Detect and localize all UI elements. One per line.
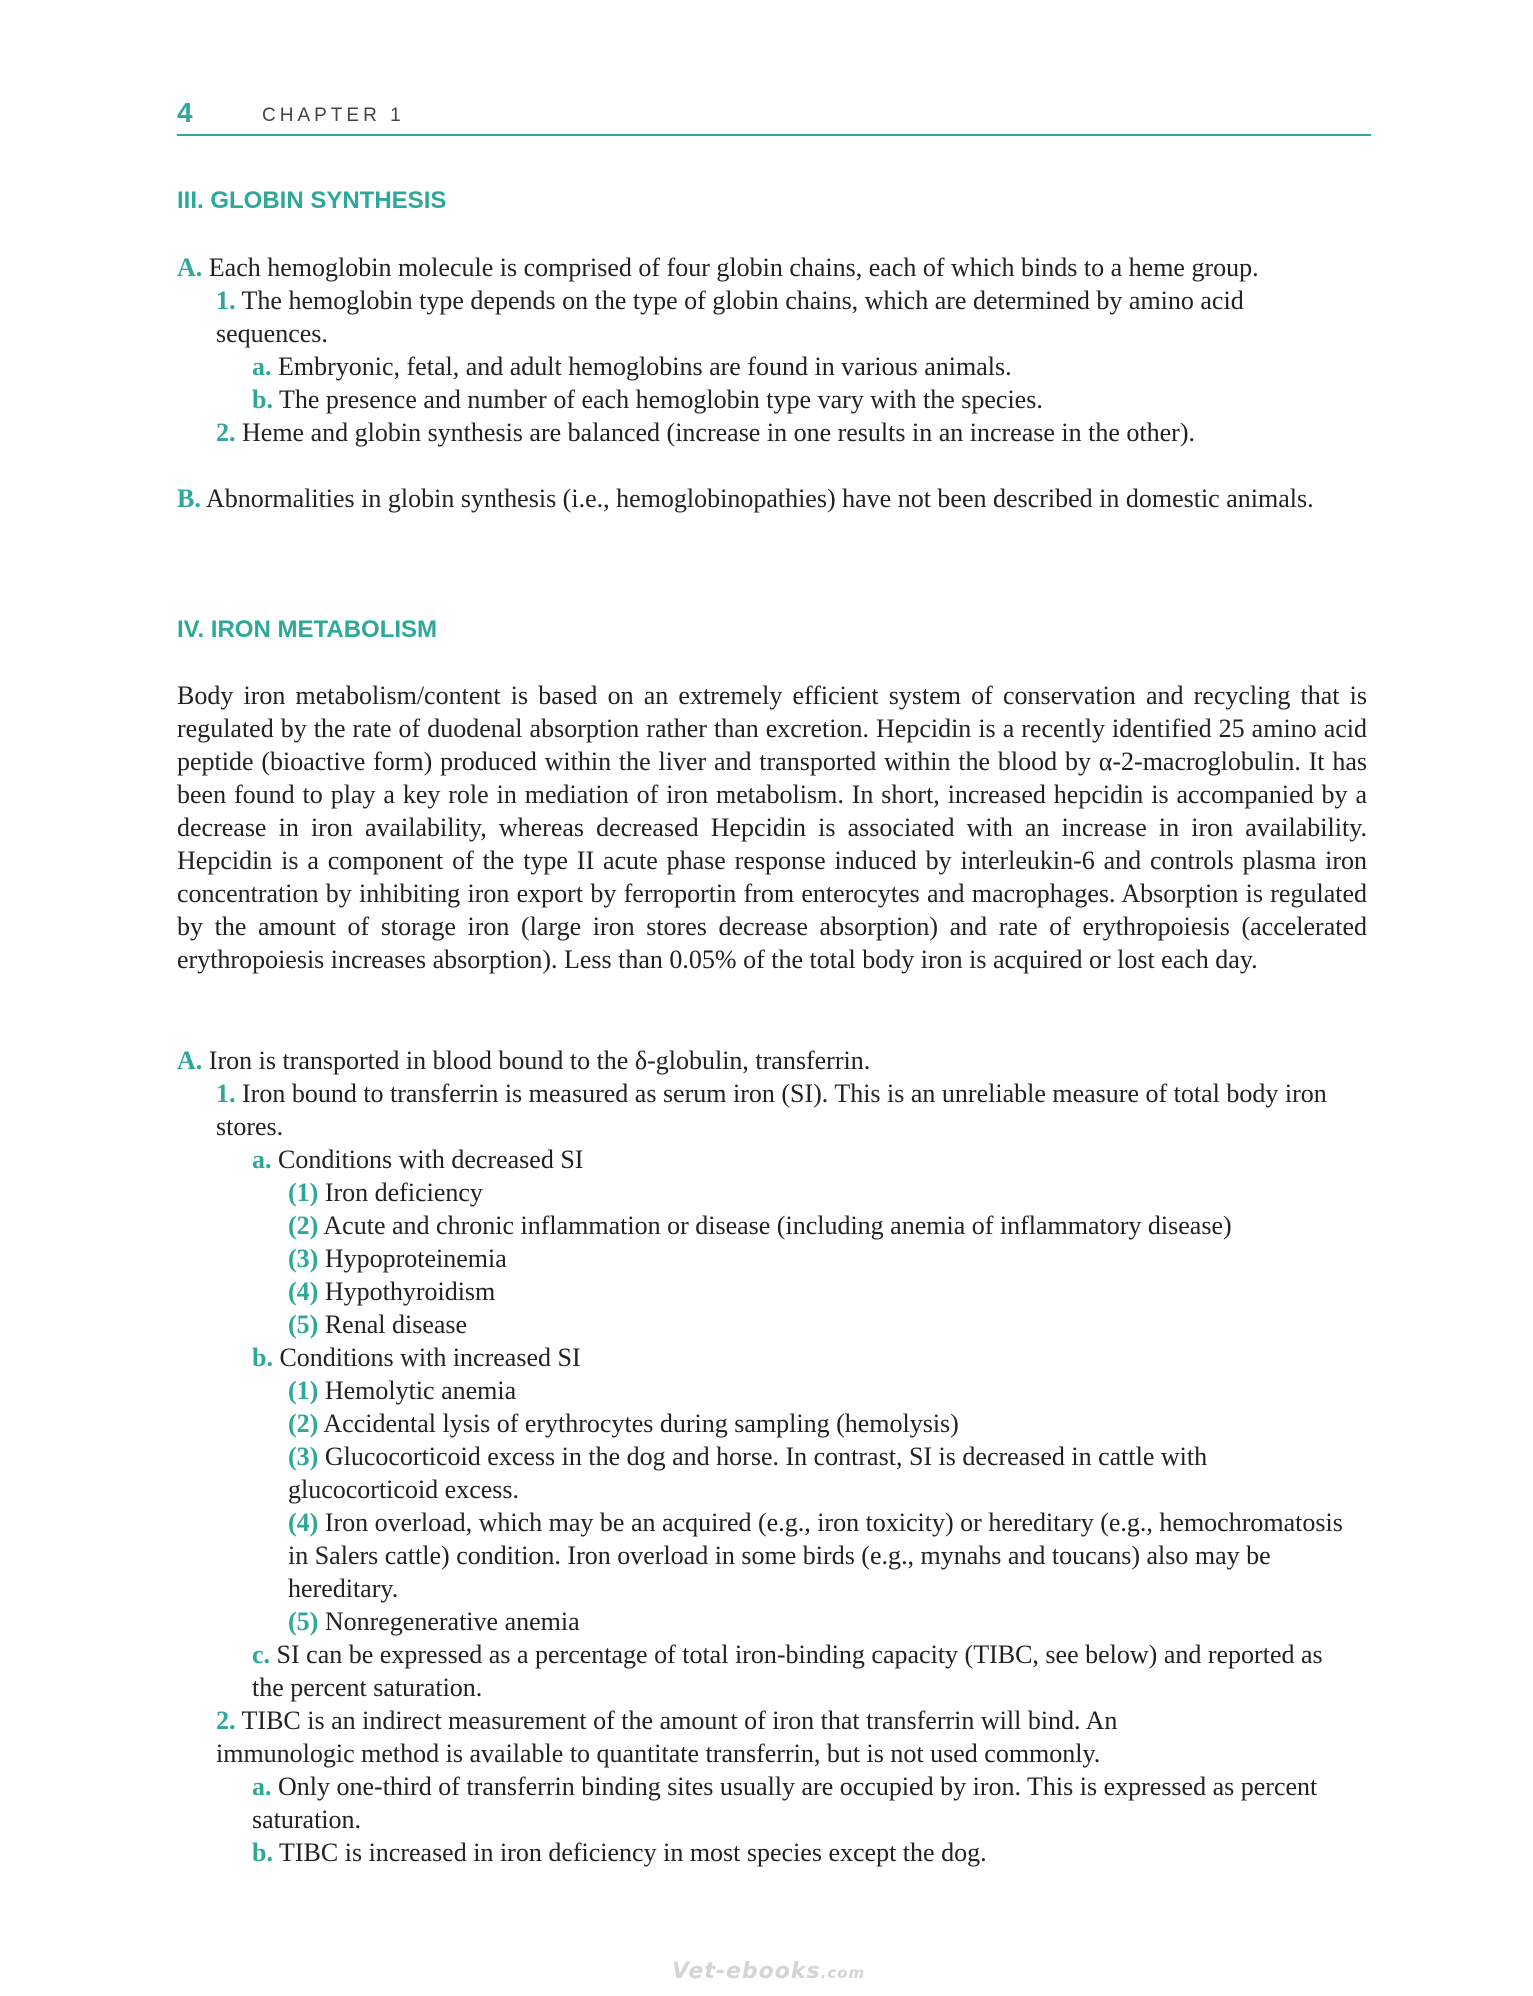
list-item-increased-5 <box>288 1605 1378 1638</box>
item-label: (1) <box>288 1178 319 1207</box>
item-label: b. <box>252 385 273 414</box>
list-item-a2 <box>216 416 1376 449</box>
list-item-increased-3 <box>288 1440 1350 1506</box>
list-item-decreased-1 <box>288 1176 1378 1209</box>
list-item-a2b <box>252 1836 1364 1869</box>
item-label: 1. <box>216 1079 236 1108</box>
item-text: Iron bound to transferrin is measured as serum iron (SI). This is an unreliable measure of total body iron stores. <box>216 1079 1327 1141</box>
item-text: SI can be expressed as a percentage of total iron-binding capacity (TIBC, see below) and reported as the percent saturation. <box>252 1640 1323 1702</box>
item-text: Only one-third of transferrin binding sites usually are occupied by iron. This is expressed as percent saturation. <box>252 1772 1318 1834</box>
item-text: Nonregenerative anemia <box>324 1607 580 1636</box>
item-label: A. <box>177 1046 203 1075</box>
item-label: (5) <box>288 1310 319 1339</box>
page-header <box>177 96 1371 136</box>
list-item-a2a <box>252 1770 1364 1836</box>
watermark-domain: .com <box>820 1964 866 1982</box>
item-label: a. <box>252 1772 272 1801</box>
item-label: a. <box>252 352 272 381</box>
watermark-logo <box>672 1955 865 1990</box>
item-text: Iron deficiency <box>324 1178 483 1207</box>
list-item-decreased-3 <box>288 1242 1378 1275</box>
page-number: 4 <box>177 97 193 128</box>
list-item-a <box>177 251 1377 284</box>
item-text: Hemolytic anemia <box>324 1376 517 1405</box>
list-item-increased-2 <box>288 1407 1378 1440</box>
list-item-a1 <box>216 284 1333 350</box>
list-item-a1 <box>216 1077 1356 1143</box>
item-label: (1) <box>288 1376 319 1405</box>
list-item-a1b <box>252 1341 1362 1374</box>
watermark-brand: Vet-ebooks <box>672 1959 821 1984</box>
chapter-label: CHAPTER 1 <box>262 105 405 126</box>
item-label: (2) <box>288 1409 319 1438</box>
item-text: Iron is transported in blood bound to the δ-globulin, transferrin. <box>208 1046 871 1075</box>
item-label: 1. <box>216 286 236 315</box>
item-text: Heme and globin synthesis are balanced (increase in one results in an increase in the other). <box>242 418 1195 447</box>
item-text: Acute and chronic inflammation or disease (including anemia of inflammatory disease) <box>323 1211 1232 1240</box>
item-label: (3) <box>288 1442 319 1471</box>
item-label: (3) <box>288 1244 319 1273</box>
item-text: Embryonic, fetal, and adult hemoglobins are found in various animals. <box>278 352 1012 381</box>
list-item-decreased-2 <box>288 1209 1378 1242</box>
list-item-a <box>177 1044 1367 1077</box>
list-item-decreased-5 <box>288 1308 1378 1341</box>
list-item-a1a <box>252 350 1362 383</box>
item-text: Hypoproteinemia <box>324 1244 507 1273</box>
item-text: TIBC is an indirect measurement of the amount of iron that transferrin will bind. An immunologic method is available to quantitate transferrin, but is not used commonly. <box>216 1706 1118 1768</box>
section-heading-iron-metabolism: IV. IRON METABOLISM <box>177 616 438 643</box>
item-label: b. <box>252 1343 273 1372</box>
item-text: Renal disease <box>324 1310 468 1339</box>
item-label: (4) <box>288 1508 319 1537</box>
item-label: 2. <box>216 1706 236 1735</box>
item-label: A. <box>177 253 203 282</box>
item-label: (2) <box>288 1211 319 1240</box>
item-text: Each hemoglobin molecule is comprised of four globin chains, each of which binds to a heme group. <box>208 253 1259 282</box>
item-label: 2. <box>216 418 236 447</box>
intro-paragraph: Body iron metabolism/content is based on an extremely efficient system of conservation and recycling that is regulated by the rate of duodenal absorption rather than excretion. Hepcidin is a recently identified 25 amino acid peptide (bioactive form) produced within the liver and transported within the blood by α-2-macroglobulin. It has been found to play a key role in mediation of iron metabolism. In short, increased hepcidin is accompanied by a decrease in iron availability, whereas decreased Hepcidin is associated with an increase in iron availability. Hepcidin is a component of the type II acute phase response induced by interleukin-6 and controls plasma iron concentration by inhibiting iron export by ferroportin from enterocytes and macrophages. Absorption is regulated by the amount of storage iron (large iron stores decrease absorption) and rate of erythropoiesis (accelerated erythropoiesis increases absorption). Less than 0.05% of the total body iron is acquired or lost each day. <box>177 681 1367 974</box>
item-label: c. <box>252 1640 271 1669</box>
item-text: The presence and number of each hemoglobin type vary with the species. <box>279 385 1043 414</box>
list-item-increased-4 <box>288 1506 1350 1605</box>
item-label: (4) <box>288 1277 319 1306</box>
item-text: TIBC is increased in iron deficiency in most species except the dog. <box>279 1838 987 1867</box>
item-text: Hypothyroidism <box>324 1277 496 1306</box>
list-item-a1c <box>252 1638 1342 1704</box>
item-label: b. <box>252 1838 273 1867</box>
section-heading-globin-synthesis: III. GLOBIN SYNTHESIS <box>177 187 447 214</box>
item-text: Iron overload, which may be an acquired (e.g., iron toxicity) or hereditary (e.g., hemochromatosis in Salers cattle) condition. Iron overload in some birds (e.g., mynahs and toucans) also may be hereditary. <box>288 1508 1343 1603</box>
list-item-a1b <box>252 383 1362 416</box>
list-item-decreased-4 <box>288 1275 1378 1308</box>
item-text: Abnormalities in globin synthesis (i.e., hemoglobinopathies) have not been described in domestic animals. <box>205 484 1314 513</box>
list-item-a1a <box>252 1143 1362 1176</box>
item-text: Conditions with decreased SI <box>278 1145 584 1174</box>
list-item-a2 <box>216 1704 1236 1770</box>
item-label: B. <box>177 484 201 513</box>
item-text: Glucocorticoid excess in the dog and horse. In contrast, SI is decreased in cattle with glucocorticoid excess. <box>288 1442 1208 1504</box>
item-text: Accidental lysis of erythrocytes during sampling (hemolysis) <box>323 1409 959 1438</box>
list-item-increased-1 <box>288 1374 1378 1407</box>
item-label: (5) <box>288 1607 319 1636</box>
item-text: The hemoglobin type depends on the type of globin chains, which are determined by amino acid sequences. <box>216 286 1244 348</box>
list-item-b <box>177 482 1352 515</box>
item-text: Conditions with increased SI <box>279 1343 581 1372</box>
item-label: a. <box>252 1145 272 1174</box>
